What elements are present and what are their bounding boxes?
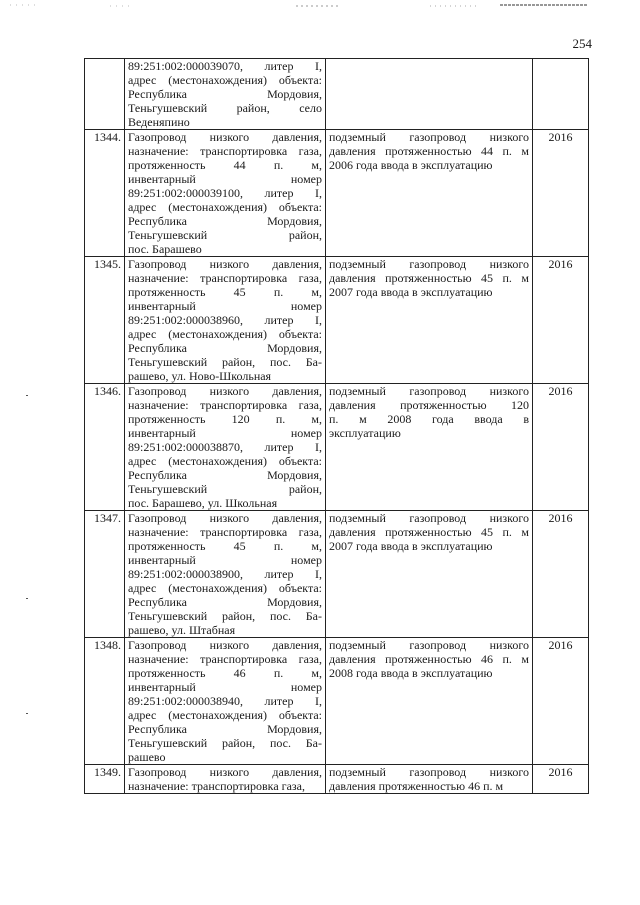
entry-number: 1347. bbox=[85, 511, 125, 638]
object-text-line: протяженность 45 п. м, bbox=[128, 285, 322, 299]
object-text-line: Газопровод низкого давления, bbox=[128, 511, 322, 525]
object-text-line: 89:251:002:000039070, литер I, bbox=[128, 59, 322, 73]
characteristics-text-line: давления протяженностью 44 п. м bbox=[329, 144, 529, 158]
object-description-cell bbox=[125, 384, 326, 511]
year-cell: 2016 bbox=[533, 130, 589, 257]
object-text-line: пос. Барашево bbox=[128, 242, 202, 256]
characteristics-text-line: 2007 года ввода в эксплуатацию bbox=[329, 539, 493, 553]
characteristics-text-line: подземный газопровод низкого bbox=[329, 384, 529, 398]
object-text-line: Республика Мордовия, bbox=[128, 722, 322, 736]
object-text-line: Теньгушевский район, пос. Ба- bbox=[128, 736, 322, 750]
year-cell: 2016 bbox=[533, 765, 589, 794]
entry-number: 1344. bbox=[85, 130, 125, 257]
object-description-cell bbox=[125, 638, 326, 765]
entry-number bbox=[85, 59, 125, 130]
object-text-line: назначение: транспортировка газа, bbox=[128, 779, 305, 793]
object-text-line: инвентарный номер bbox=[128, 172, 322, 186]
year-cell bbox=[533, 59, 589, 130]
table-row bbox=[85, 59, 589, 130]
characteristics-text-line: 2006 года ввода в эксплуатацию bbox=[329, 158, 493, 172]
object-text-line: Теньгушевский район, пос. Ба- bbox=[128, 609, 322, 623]
table-row bbox=[85, 638, 589, 765]
object-text-line: Газопровод низкого давления, bbox=[128, 257, 322, 271]
object-text-line: Республика Мордовия, bbox=[128, 341, 322, 355]
scan-edge-mark bbox=[26, 395, 28, 396]
table-row bbox=[85, 130, 589, 257]
characteristics-text-line: эксплуатацию bbox=[329, 426, 401, 440]
object-text-line: Теньгушевский район, пос. Ба- bbox=[128, 355, 322, 369]
table-row bbox=[85, 511, 589, 638]
characteristics-text-line: п. м 2008 года ввода в bbox=[329, 412, 529, 426]
characteristics-text-line: 2008 года ввода в эксплуатацию bbox=[329, 666, 493, 680]
characteristics-text-line: давления протяженностью 46 п. м bbox=[329, 779, 504, 793]
object-description-cell bbox=[125, 59, 326, 130]
entry-number: 1346. bbox=[85, 384, 125, 511]
object-text-line: назначение: транспортировка газа, bbox=[128, 652, 322, 666]
object-description-cell bbox=[125, 511, 326, 638]
object-text-line: адрес (местонахождения) объекта: bbox=[128, 73, 322, 87]
entry-number: 1349. bbox=[85, 765, 125, 794]
object-text-line: пос. Барашево, ул. Школьная bbox=[128, 496, 278, 510]
object-text-line: рашево bbox=[128, 750, 166, 764]
page-number: 254 bbox=[572, 36, 592, 51]
object-text-line: протяженность 45 п. м, bbox=[128, 539, 322, 553]
entry-number: 1348. bbox=[85, 638, 125, 765]
scan-noise-marks bbox=[0, 0, 640, 14]
object-description-cell bbox=[125, 765, 326, 794]
characteristics-text-line: подземный газопровод низкого bbox=[329, 130, 529, 144]
characteristics-cell bbox=[326, 384, 533, 511]
object-text-line: рашево, ул. Штабная bbox=[128, 623, 236, 637]
object-text-line: рашево, ул. Ново-Школьная bbox=[128, 369, 272, 383]
characteristics-text-line: давления протяженностью 45 п. м bbox=[329, 271, 529, 285]
characteristics-cell bbox=[326, 59, 533, 130]
object-text-line: адрес (местонахождения) объекта: bbox=[128, 327, 322, 341]
object-text-line: Газопровод низкого давления, bbox=[128, 765, 322, 779]
object-text-line: протяженность 44 п. м, bbox=[128, 158, 322, 172]
object-text-line: 89:251:002:000039100, литер I, bbox=[128, 186, 322, 200]
table-row bbox=[85, 257, 589, 384]
scan-edge-mark bbox=[26, 598, 28, 599]
characteristics-text-line: давления протяженностью 46 п. м bbox=[329, 652, 529, 666]
object-description-cell bbox=[125, 130, 326, 257]
table-row bbox=[85, 765, 589, 794]
characteristics-text-line: подземный газопровод низкого bbox=[329, 511, 529, 525]
characteristics-cell bbox=[326, 257, 533, 384]
object-text-line: назначение: транспортировка газа, bbox=[128, 398, 322, 412]
object-text-line: 89:251:002:000038900, литер I, bbox=[128, 567, 322, 581]
year-cell: 2016 bbox=[533, 638, 589, 765]
characteristics-text-line: подземный газопровод низкого bbox=[329, 765, 529, 779]
object-text-line: адрес (местонахождения) объекта: bbox=[128, 708, 322, 722]
year-cell: 2016 bbox=[533, 511, 589, 638]
registry-table-body bbox=[85, 59, 589, 794]
registry-table bbox=[84, 58, 589, 794]
object-text-line: Газопровод низкого давления, bbox=[128, 638, 322, 652]
object-text-line: Республика Мордовия, bbox=[128, 595, 322, 609]
characteristics-text-line: подземный газопровод низкого bbox=[329, 638, 529, 652]
object-text-line: Республика Мордовия, bbox=[128, 468, 322, 482]
year-cell: 2016 bbox=[533, 384, 589, 511]
object-text-line: Теньгушевский район, село bbox=[128, 101, 322, 115]
object-text-line: инвентарный номер bbox=[128, 680, 322, 694]
object-text-line: протяженность 46 п. м, bbox=[128, 666, 322, 680]
object-text-line: Теньгушевский район, bbox=[128, 482, 322, 496]
object-text-line: Газопровод низкого давления, bbox=[128, 384, 322, 398]
characteristics-cell bbox=[326, 638, 533, 765]
object-text-line: адрес (местонахождения) объекта: bbox=[128, 454, 322, 468]
object-text-line: инвентарный номер bbox=[128, 553, 322, 567]
scan-edge-mark bbox=[26, 713, 28, 714]
object-text-line: 89:251:002:000038940, литер I, bbox=[128, 694, 322, 708]
characteristics-text-line: 2007 года ввода в эксплуатацию bbox=[329, 285, 493, 299]
object-text-line: назначение: транспортировка газа, bbox=[128, 525, 322, 539]
characteristics-text-line: давления протяженностью 45 п. м bbox=[329, 525, 529, 539]
object-text-line: 89:251:002:000038960, литер I, bbox=[128, 313, 322, 327]
object-text-line: инвентарный номер bbox=[128, 426, 322, 440]
object-description-cell bbox=[125, 257, 326, 384]
object-text-line: Республика Мордовия, bbox=[128, 214, 322, 228]
table-row bbox=[85, 384, 589, 511]
year-cell: 2016 bbox=[533, 257, 589, 384]
object-text-line: инвентарный номер bbox=[128, 299, 322, 313]
characteristics-text-line: подземный газопровод низкого bbox=[329, 257, 529, 271]
object-text-line: Газопровод низкого давления, bbox=[128, 130, 322, 144]
characteristics-text-line: давления протяженностью 120 bbox=[329, 398, 529, 412]
object-text-line: Теньгушевский район, bbox=[128, 228, 322, 242]
object-text-line: Республика Мордовия, bbox=[128, 87, 322, 101]
object-text-line: назначение: транспортировка газа, bbox=[128, 144, 322, 158]
entry-number: 1345. bbox=[85, 257, 125, 384]
object-text-line: протяженность 120 п. м, bbox=[128, 412, 322, 426]
characteristics-cell bbox=[326, 130, 533, 257]
object-text-line: адрес (местонахождения) объекта: bbox=[128, 581, 322, 595]
object-text-line: Веденяпино bbox=[128, 115, 190, 129]
scan-artifact-top bbox=[0, 0, 640, 14]
characteristics-cell bbox=[326, 511, 533, 638]
object-text-line: 89:251:002:000038870, литер I, bbox=[128, 440, 322, 454]
object-text-line: назначение: транспортировка газа, bbox=[128, 271, 322, 285]
characteristics-cell bbox=[326, 765, 533, 794]
object-text-line: адрес (местонахождения) объекта: bbox=[128, 200, 322, 214]
